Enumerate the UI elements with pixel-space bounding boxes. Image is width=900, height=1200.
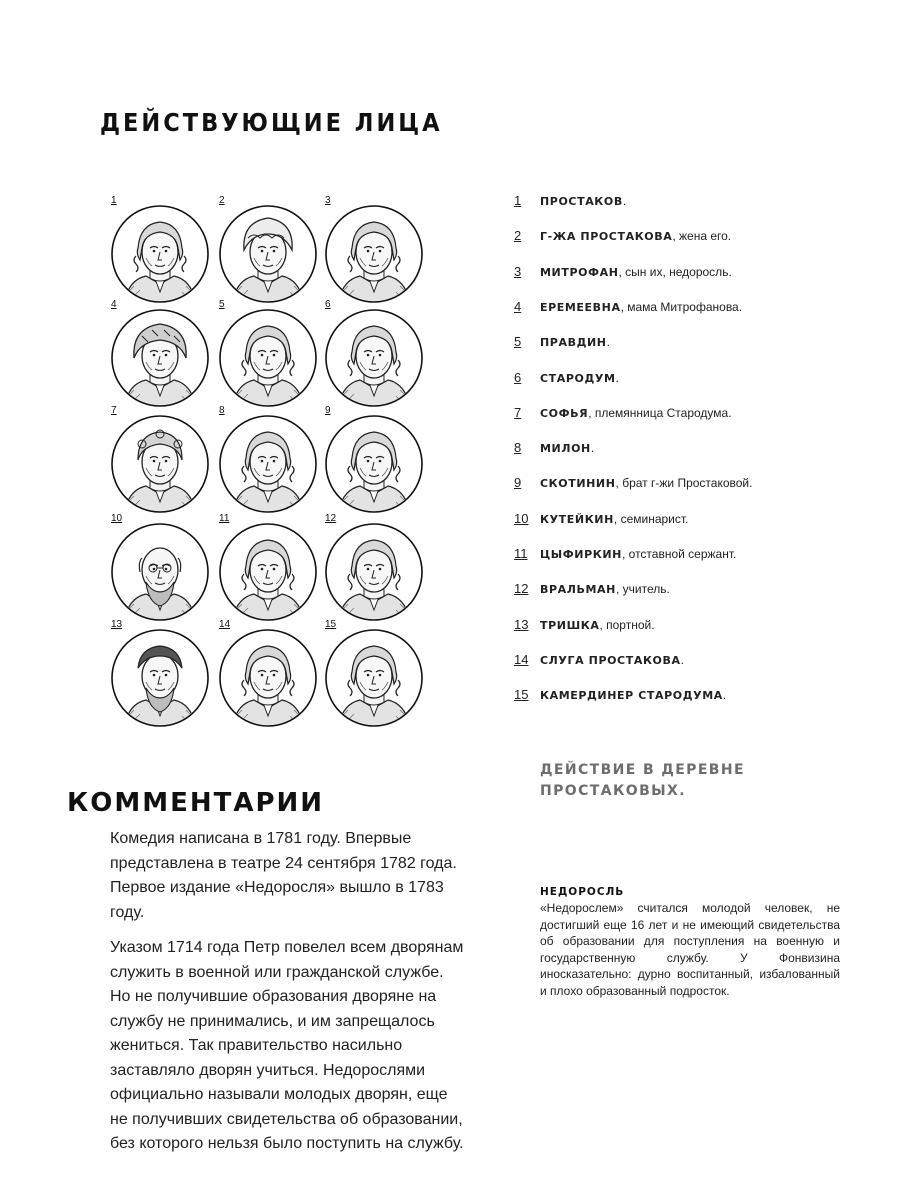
cast-name: ПРОСТАКОВ bbox=[540, 195, 623, 208]
portrait-number: 11 bbox=[219, 513, 230, 524]
portrait-engraving-icon bbox=[218, 522, 318, 622]
portrait-number: 8 bbox=[219, 405, 225, 416]
cast-description: , сын их, недоросль. bbox=[618, 264, 732, 279]
portrait-engraving-icon bbox=[110, 628, 210, 728]
cast-number: 5 bbox=[514, 334, 522, 350]
portrait-5 bbox=[216, 296, 320, 406]
cast-description: , брат г-жи Простаковой. bbox=[615, 476, 753, 491]
comments-body bbox=[110, 827, 466, 1168]
cast-name: Г-ЖА ПРОСТАКОВА bbox=[540, 230, 673, 244]
cast-item bbox=[514, 334, 610, 354]
setting-text: ДЕЙСТВИЕ В ДЕРЕВНЕ ПРОСТАКОВЫХ. bbox=[540, 762, 745, 799]
portrait-grid bbox=[108, 192, 428, 722]
portrait-engraving-icon bbox=[110, 522, 210, 622]
portrait-12 bbox=[322, 510, 426, 620]
comments-title: КОММЕНТАРИИ bbox=[67, 788, 325, 818]
portrait-14 bbox=[216, 616, 320, 726]
portrait-engraving-icon bbox=[324, 522, 424, 622]
portrait-number: 9 bbox=[325, 405, 331, 416]
cast-description: . bbox=[622, 194, 627, 208]
cast-name: ЕРЕМЕЕВНА bbox=[540, 300, 621, 314]
portrait-number: 15 bbox=[325, 619, 337, 630]
cast-item bbox=[514, 617, 655, 637]
cast-description: . bbox=[590, 441, 595, 456]
cast-description: . bbox=[722, 688, 727, 703]
cast-number: 14 bbox=[514, 651, 529, 667]
portrait-engraving-icon bbox=[218, 628, 318, 728]
cast-name: МИТРОФАН bbox=[540, 265, 619, 279]
glossary-note bbox=[540, 886, 840, 999]
page-title: ДЕЙСТВУЮЩИЕ ЛИЦА bbox=[100, 108, 443, 137]
cast-item bbox=[514, 687, 726, 707]
portrait-3 bbox=[322, 192, 426, 302]
cast-number: 10 bbox=[514, 510, 529, 526]
cast-item bbox=[514, 511, 688, 531]
cast-description: , жена его. bbox=[672, 229, 732, 244]
cast-name: СТАРОДУМ bbox=[540, 371, 616, 385]
note-term: НЕДОРОСЛЬ bbox=[540, 886, 625, 898]
cast-name: КУТЕЙКИН bbox=[540, 512, 614, 526]
cast-item bbox=[514, 581, 670, 601]
cast-name: КАМЕРДИНЕР СТАРОДУМА bbox=[540, 689, 723, 703]
cast-description: , портной. bbox=[599, 617, 655, 632]
cast-name: ПРАВДИН bbox=[540, 336, 607, 350]
portrait-engraving-icon bbox=[324, 414, 424, 514]
portrait-engraving-icon bbox=[110, 204, 210, 304]
cast-item bbox=[514, 264, 732, 284]
cast-name: ВРАЛЬМАН bbox=[540, 583, 616, 597]
portrait-number: 7 bbox=[111, 405, 117, 416]
cast-item bbox=[514, 228, 731, 248]
cast-item bbox=[514, 546, 736, 566]
cast-number: 1 bbox=[514, 193, 522, 208]
cast-item bbox=[514, 405, 732, 425]
cast-name: ЦЫФИРКИН bbox=[540, 548, 622, 561]
portrait-engraving-icon bbox=[324, 308, 424, 408]
cast-item bbox=[514, 475, 752, 495]
cast-description: , мама Митрофанова. bbox=[620, 299, 743, 314]
portrait-engraving-icon bbox=[218, 414, 318, 514]
portrait-9 bbox=[322, 402, 426, 512]
cast-name: МИЛОН bbox=[540, 442, 591, 456]
portrait-number: 3 bbox=[325, 195, 331, 206]
portrait-number: 10 bbox=[111, 513, 123, 524]
cast-number: 2 bbox=[514, 228, 522, 244]
portrait-7 bbox=[108, 402, 212, 512]
comments-paragraph: Указом 1714 года Петр повелел всем дворянам служить в военной или гражданской службе. Но не получившие образования дворяне на службу не принимались, и им запрещалось жениться. Так правительство насильно заставляло дворян учиться. Недорослями официально называли молодых дворян, еще не получивших свидетельства об образовании, без которого нельзя было поступить на службу. bbox=[110, 939, 464, 1152]
portrait-number: 13 bbox=[111, 619, 123, 630]
cast-item bbox=[514, 370, 619, 390]
portrait-engraving-icon bbox=[218, 204, 318, 304]
cast-item bbox=[514, 652, 684, 672]
cast-description: . bbox=[606, 335, 610, 350]
portrait-6 bbox=[322, 296, 426, 406]
cast-number: 11 bbox=[514, 546, 528, 561]
cast-item bbox=[514, 440, 594, 460]
cast-description: , племянница Стародума. bbox=[588, 405, 732, 420]
cast-number: 13 bbox=[514, 616, 529, 632]
cast-number: 8 bbox=[514, 440, 522, 456]
portrait-4 bbox=[108, 296, 212, 406]
cast-description: , семинарист. bbox=[613, 511, 689, 526]
portrait-number: 12 bbox=[325, 513, 337, 524]
cast-number: 9 bbox=[514, 475, 522, 491]
portrait-number: 2 bbox=[219, 195, 225, 206]
cast-name: СОФЬЯ bbox=[540, 406, 589, 420]
portrait-engraving-icon bbox=[218, 308, 318, 408]
portrait-11 bbox=[216, 510, 320, 620]
cast-number: 12 bbox=[514, 581, 529, 597]
cast-name: ТРИШКА bbox=[540, 618, 600, 632]
portrait-number: 5 bbox=[219, 299, 225, 310]
portrait-engraving-icon bbox=[110, 308, 210, 408]
portrait-number: 6 bbox=[325, 299, 331, 310]
portrait-2 bbox=[216, 192, 320, 302]
cast-number: 6 bbox=[514, 369, 522, 385]
portrait-engraving-icon bbox=[324, 204, 424, 304]
cast-number: 4 bbox=[514, 298, 522, 314]
cast-number: 3 bbox=[514, 263, 522, 279]
note-text: «Недорослем» считался молодой человек, не достигший еще 16 лет и не имеющий свидетельства об образовании для поступления на военную и государственную службу. У Фонвизина иносказательно: дурно воспитанный, избалованный и плохо образованный подросток. bbox=[540, 901, 840, 998]
cast-item bbox=[514, 193, 626, 213]
portrait-8 bbox=[216, 402, 320, 512]
portrait-number: 1 bbox=[111, 195, 117, 206]
portrait-engraving-icon bbox=[110, 414, 210, 514]
cast-description: , отставной сержант. bbox=[621, 547, 737, 561]
cast-number: 15 bbox=[514, 687, 529, 703]
cast-name: СЛУГА ПРОСТАКОВА bbox=[540, 653, 681, 667]
cast-description: . bbox=[615, 370, 619, 385]
portrait-15 bbox=[322, 616, 426, 726]
portrait-1 bbox=[108, 192, 212, 302]
cast-name: СКОТИНИН bbox=[540, 477, 616, 491]
cast-description: , учитель. bbox=[615, 582, 670, 597]
cast-description: . bbox=[680, 652, 684, 667]
comments-paragraph: Комедия написана в 1781 году. Впервые представлена в театре 24 сентября 1782 года. Первое издание «Недоросля» вышло в 1783 году. bbox=[110, 830, 457, 921]
portrait-number: 4 bbox=[111, 299, 117, 310]
portrait-engraving-icon bbox=[324, 628, 424, 728]
cast-item bbox=[514, 299, 742, 319]
portrait-13 bbox=[108, 616, 212, 726]
portrait-number: 14 bbox=[219, 619, 231, 630]
cast-number: 7 bbox=[514, 404, 522, 420]
portrait-10 bbox=[108, 510, 212, 620]
